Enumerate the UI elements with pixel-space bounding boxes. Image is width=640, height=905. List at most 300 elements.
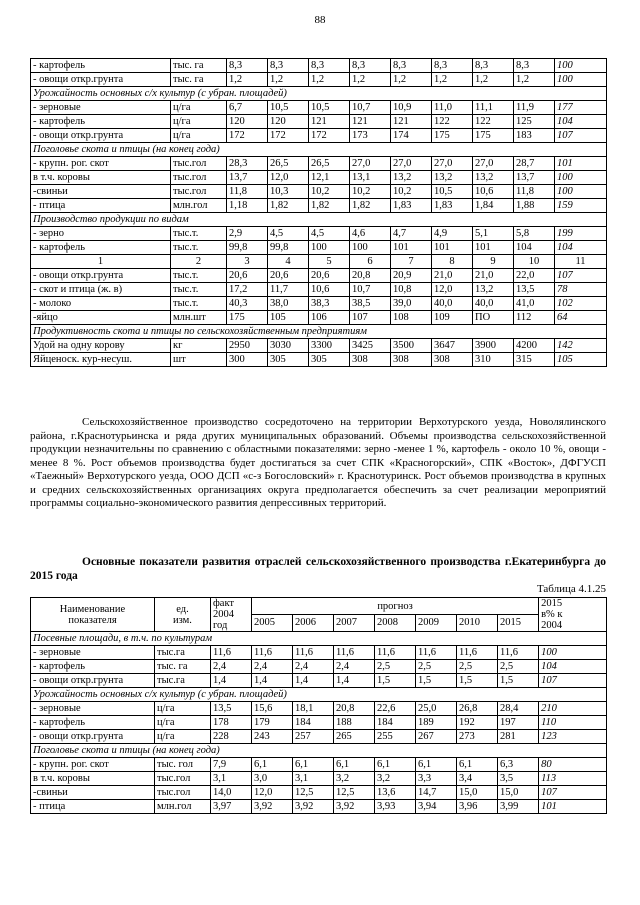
value-cell: 1,18	[227, 199, 268, 213]
value-cell: 22,0	[514, 269, 555, 283]
unit-cell: млн.гол	[171, 199, 227, 213]
value-cell: 184	[293, 716, 334, 730]
section-title: Поголовье скота и птицы (на конец года)	[31, 744, 607, 758]
table-row	[31, 115, 607, 129]
value-cell: 265	[334, 730, 375, 744]
value-cell: 10,7	[350, 101, 391, 115]
value-cell: 3,94	[416, 800, 457, 814]
value-cell: 8,3	[268, 59, 309, 73]
unit-cell: тыс.т.	[171, 227, 227, 241]
table-row	[31, 129, 607, 143]
row-label: - скот и птица (ж. в)	[31, 283, 171, 297]
value-cell: 10,6	[309, 283, 350, 297]
ekaterinburg-agriculture-table	[30, 597, 607, 814]
value-cell: 13,7	[227, 171, 268, 185]
value-cell: 105	[268, 311, 309, 325]
value-cell: 99,8	[227, 241, 268, 255]
value-cell: 6,1	[293, 758, 334, 772]
value-cell: 210	[539, 702, 607, 716]
section-heading: Основные показатели развития отраслей сельскохозяйственного производства г.Екатеринбурга до 2015 года	[30, 556, 606, 582]
header-unit-line2: изм.	[173, 614, 192, 626]
value-cell: 10,2	[391, 185, 432, 199]
table-label: Таблица 4.1.25	[536, 583, 606, 595]
value-cell: 40,0	[432, 297, 473, 311]
value-cell: 10,9	[391, 101, 432, 115]
table-row	[31, 674, 607, 688]
table-row	[31, 758, 607, 772]
value-cell: 8,3	[350, 59, 391, 73]
value-cell: 100	[555, 59, 607, 73]
value-cell: 8	[432, 255, 473, 269]
value-cell: 108	[391, 311, 432, 325]
table-row	[31, 59, 607, 73]
value-cell: 100	[309, 241, 350, 255]
value-cell: 8,3	[309, 59, 350, 73]
value-cell: 159	[555, 199, 607, 213]
table-row	[31, 171, 607, 185]
row-label: Удой на одну корову	[31, 339, 171, 353]
value-cell: 175	[432, 129, 473, 143]
value-cell: 9	[473, 255, 514, 269]
value-cell: 257	[293, 730, 334, 744]
value-cell: 101	[539, 800, 607, 814]
value-cell: 1,4	[293, 674, 334, 688]
body-paragraph: Сельскохозяйственное производство сосредоточено на территории Верхотурского уезда, Новолялинского района, г.Краснотурьинска и ряда других муниципальных образований. Объемы производства сельскохозяйственной продукции незначительны по сравнению с областными показателями: зерно -менее 1 %, картофель - около 10 %, овощи - менее 8 %. Рост объемов производства будет достигаться за счет СПК «Красногорский», СПК «Восток», ДФГУСП «Таежный» Верхотурского уезда, ООО ДСП «с-з Богословский» г. Краснотуринск. Рост объемов производства в крупных и средних сельскохозяйственных организациях округа предполагается обеспечить за счет реализации мероприятий программы социально-экономического развития депрессивных территорий.	[30, 416, 606, 509]
value-cell: 1,2	[350, 73, 391, 87]
value-cell: 1,2	[432, 73, 473, 87]
value-cell: 11,6	[211, 646, 252, 660]
section-title: Посевные площади, в т.ч. по культурам	[31, 632, 607, 646]
value-cell: 11,8	[227, 185, 268, 199]
value-cell: 184	[375, 716, 416, 730]
row-label: - овощи откр.грунта	[31, 730, 155, 744]
unit-cell: тыс. га	[171, 73, 227, 87]
value-cell: 22,6	[375, 702, 416, 716]
value-cell: 6	[350, 255, 391, 269]
value-cell: 125	[514, 115, 555, 129]
value-cell: 4200	[514, 339, 555, 353]
value-cell: 3500	[391, 339, 432, 353]
header-year: 2008	[375, 615, 416, 632]
value-cell: 100	[555, 171, 607, 185]
value-cell: 10,3	[268, 185, 309, 199]
value-cell: 100	[350, 241, 391, 255]
value-cell: 99,8	[268, 241, 309, 255]
table-row	[31, 227, 607, 241]
value-cell: 2,5	[457, 660, 498, 674]
value-cell: 102	[555, 297, 607, 311]
table-row	[31, 702, 607, 716]
value-cell: 3,97	[211, 800, 252, 814]
value-cell: 3,0	[252, 772, 293, 786]
unit-cell: тыс.гол	[171, 171, 227, 185]
value-cell: 18,1	[293, 702, 334, 716]
value-cell: 1,2	[268, 73, 309, 87]
value-cell: 40,0	[473, 297, 514, 311]
value-cell: 1,2	[227, 73, 268, 87]
value-cell: 100	[555, 185, 607, 199]
table-row	[31, 646, 607, 660]
value-cell: 101	[391, 241, 432, 255]
value-cell: 1,82	[268, 199, 309, 213]
value-cell: 1,88	[514, 199, 555, 213]
value-cell: 2,4	[252, 660, 293, 674]
section-row	[31, 87, 607, 101]
value-cell: 27,0	[350, 157, 391, 171]
value-cell: 13,2	[473, 283, 514, 297]
value-cell: 4,7	[391, 227, 432, 241]
value-cell: 10,7	[350, 283, 391, 297]
value-cell: 106	[309, 311, 350, 325]
value-cell: 11,0	[432, 101, 473, 115]
row-label: в т.ч. коровы	[31, 772, 155, 786]
value-cell: 105	[555, 353, 607, 367]
value-cell: 3,96	[457, 800, 498, 814]
header-fact-line1: факт	[213, 598, 235, 609]
value-cell: 4	[268, 255, 309, 269]
value-cell: 6,1	[457, 758, 498, 772]
value-cell: 101	[555, 157, 607, 171]
value-cell: 308	[350, 353, 391, 367]
unit-cell: тыс. га	[155, 660, 211, 674]
table-row	[31, 269, 607, 283]
value-cell: 107	[555, 129, 607, 143]
value-cell: 20,8	[334, 702, 375, 716]
value-cell: 104	[514, 241, 555, 255]
value-cell: 123	[539, 730, 607, 744]
value-cell: 15,0	[498, 786, 539, 800]
row-label: - картофель	[31, 241, 171, 255]
value-cell: 107	[539, 674, 607, 688]
value-cell: 13,2	[432, 171, 473, 185]
indicators-table-continued	[30, 58, 607, 367]
value-cell: 300	[227, 353, 268, 367]
value-cell: 281	[498, 730, 539, 744]
value-cell: 101	[432, 241, 473, 255]
value-cell: 6,1	[252, 758, 293, 772]
value-cell: 3,92	[334, 800, 375, 814]
table-row	[31, 283, 607, 297]
unit-cell: ц/га	[155, 716, 211, 730]
row-label: -свиньи	[31, 185, 171, 199]
value-cell: 2,9	[227, 227, 268, 241]
value-cell: 121	[350, 115, 391, 129]
table-row	[31, 311, 607, 325]
value-cell: 173	[350, 129, 391, 143]
value-cell: 122	[473, 115, 514, 129]
section-row	[31, 325, 607, 339]
value-cell: 13,5	[514, 283, 555, 297]
value-cell: 38,3	[309, 297, 350, 311]
value-cell: 1,83	[391, 199, 432, 213]
table-row	[31, 73, 607, 87]
value-cell: 197	[498, 716, 539, 730]
table-row	[31, 660, 607, 674]
value-cell: 6,1	[416, 758, 457, 772]
value-cell: 11,1	[473, 101, 514, 115]
value-cell: 255	[375, 730, 416, 744]
value-cell: 38,0	[268, 297, 309, 311]
unit-cell: тыс. га	[171, 59, 227, 73]
value-cell: 1,84	[473, 199, 514, 213]
unit-cell: тыс. гол	[155, 758, 211, 772]
value-cell: 80	[539, 758, 607, 772]
value-cell: 3,92	[252, 800, 293, 814]
header-year: 2010	[457, 615, 498, 632]
table-row	[31, 800, 607, 814]
value-cell: 28,3	[227, 157, 268, 171]
value-cell: 308	[391, 353, 432, 367]
header-unit-line1: ед.	[176, 603, 189, 615]
value-cell: 6,1	[334, 758, 375, 772]
value-cell: 3030	[268, 339, 309, 353]
value-cell: 5	[309, 255, 350, 269]
table-row	[31, 786, 607, 800]
value-cell: 26,5	[268, 157, 309, 171]
table-row	[31, 730, 607, 744]
value-cell: 2,5	[498, 660, 539, 674]
unit-cell: 2	[171, 255, 227, 269]
value-cell: 3647	[432, 339, 473, 353]
unit-cell: кг	[171, 339, 227, 353]
value-cell: 5,8	[514, 227, 555, 241]
header-fact-line3: год	[213, 620, 228, 631]
value-cell: 3,2	[375, 772, 416, 786]
value-cell: 3,5	[498, 772, 539, 786]
value-cell: 174	[391, 129, 432, 143]
value-cell: 3	[227, 255, 268, 269]
header-name-line2: показателя	[68, 614, 117, 626]
row-label: - птица	[31, 800, 155, 814]
section-title: Производство продукции по видам	[31, 213, 607, 227]
value-cell: 175	[473, 129, 514, 143]
value-cell: 104	[539, 660, 607, 674]
value-cell: 3900	[473, 339, 514, 353]
value-cell: 5,1	[473, 227, 514, 241]
value-cell: 192	[457, 716, 498, 730]
row-label: - молоко	[31, 297, 171, 311]
value-cell: 1,2	[473, 73, 514, 87]
value-cell: 3300	[309, 339, 350, 353]
value-cell: 2,5	[416, 660, 457, 674]
value-cell: 107	[350, 311, 391, 325]
row-label: - овощи откр.грунта	[31, 269, 171, 283]
value-cell: 3,92	[293, 800, 334, 814]
value-cell: 110	[539, 716, 607, 730]
value-cell: 11,6	[293, 646, 334, 660]
value-cell: 1,4	[211, 674, 252, 688]
row-label: - картофель	[31, 716, 155, 730]
row-label: 1	[31, 255, 171, 269]
value-cell: 243	[252, 730, 293, 744]
header-unit	[155, 598, 211, 632]
section-row	[31, 143, 607, 157]
header-name-line1: Наименование	[59, 603, 126, 615]
value-cell: 2,4	[211, 660, 252, 674]
value-cell: 1,5	[457, 674, 498, 688]
value-cell: 310	[473, 353, 514, 367]
value-cell: 11,7	[268, 283, 309, 297]
value-cell: 27,0	[391, 157, 432, 171]
unit-cell: тыс.т.	[171, 269, 227, 283]
value-cell: 305	[309, 353, 350, 367]
value-cell: 10,5	[432, 185, 473, 199]
value-cell: ПО	[473, 311, 514, 325]
value-cell: 8,3	[514, 59, 555, 73]
unit-cell: тыс.гол	[155, 772, 211, 786]
value-cell: 1,5	[375, 674, 416, 688]
value-cell: 38,5	[350, 297, 391, 311]
unit-cell: млн.гол	[155, 800, 211, 814]
value-cell: 2,5	[375, 660, 416, 674]
value-cell: 113	[539, 772, 607, 786]
value-cell: 78	[555, 283, 607, 297]
value-cell: 1,2	[391, 73, 432, 87]
value-cell: 1,5	[498, 674, 539, 688]
value-cell: 3,3	[416, 772, 457, 786]
header-name	[31, 598, 155, 632]
value-cell: 7,9	[211, 758, 252, 772]
value-cell: 10,2	[350, 185, 391, 199]
unit-cell: тыс.гол	[155, 786, 211, 800]
section-row	[31, 632, 607, 646]
value-cell: 11,8	[514, 185, 555, 199]
column-numbers-row	[31, 255, 607, 269]
value-cell: 14,0	[211, 786, 252, 800]
value-cell: 1,83	[432, 199, 473, 213]
header-year: 2009	[416, 615, 457, 632]
value-cell: 28,4	[498, 702, 539, 716]
row-label: - крупн. рог. скот	[31, 758, 155, 772]
value-cell: 13,1	[350, 171, 391, 185]
row-label: Яйценоск. кур-несуш.	[31, 353, 171, 367]
value-cell: 17,2	[227, 283, 268, 297]
row-label: - картофель	[31, 59, 171, 73]
value-cell: 121	[309, 115, 350, 129]
value-cell: 12,5	[334, 786, 375, 800]
header-year: 2006	[293, 615, 334, 632]
value-cell: 172	[227, 129, 268, 143]
value-cell: 15,6	[252, 702, 293, 716]
value-cell: 3,2	[334, 772, 375, 786]
unit-cell: тыс.т.	[171, 283, 227, 297]
value-cell: 315	[514, 353, 555, 367]
value-cell: 25,0	[416, 702, 457, 716]
value-cell: 4,9	[432, 227, 473, 241]
value-cell: 6,3	[498, 758, 539, 772]
value-cell: 4,5	[309, 227, 350, 241]
value-cell: 228	[211, 730, 252, 744]
unit-cell: тыс.гол	[171, 185, 227, 199]
value-cell: 20,9	[391, 269, 432, 283]
header-ratio-line2: в% к	[541, 609, 563, 620]
value-cell: 3,4	[457, 772, 498, 786]
value-cell: 120	[227, 115, 268, 129]
value-cell: 8,3	[391, 59, 432, 73]
value-cell: 10	[514, 255, 555, 269]
value-cell: 10,2	[309, 185, 350, 199]
value-cell: 8,3	[473, 59, 514, 73]
value-cell: 109	[432, 311, 473, 325]
value-cell: 3,1	[293, 772, 334, 786]
value-cell: 199	[555, 227, 607, 241]
unit-cell: тыс.т.	[171, 297, 227, 311]
value-cell: 11,6	[252, 646, 293, 660]
value-cell: 10,5	[309, 101, 350, 115]
value-cell: 26,8	[457, 702, 498, 716]
value-cell: 1,2	[309, 73, 350, 87]
value-cell: 10,6	[473, 185, 514, 199]
header-ratio-line3: 2004	[541, 620, 563, 631]
unit-cell: ц/га	[171, 101, 227, 115]
value-cell: 188	[334, 716, 375, 730]
value-cell: 27,0	[473, 157, 514, 171]
value-cell: 122	[432, 115, 473, 129]
unit-cell: млн.шт	[171, 311, 227, 325]
value-cell: 1,82	[350, 199, 391, 213]
value-cell: 20,8	[350, 269, 391, 283]
value-cell: 20,6	[227, 269, 268, 283]
value-cell: 177	[555, 101, 607, 115]
value-cell: 12,0	[432, 283, 473, 297]
header-ratio	[539, 598, 607, 632]
value-cell: 8,3	[432, 59, 473, 73]
unit-cell: тыс.гол	[171, 157, 227, 171]
unit-cell: тыс.га	[155, 674, 211, 688]
header-ratio-line1: 2015	[541, 598, 563, 609]
value-cell: 107	[539, 786, 607, 800]
value-cell: 15,0	[457, 786, 498, 800]
value-cell: 183	[514, 129, 555, 143]
row-label: -яйцо	[31, 311, 171, 325]
table-row	[31, 716, 607, 730]
value-cell: 27,0	[432, 157, 473, 171]
value-cell: 21,0	[473, 269, 514, 283]
value-cell: 3,93	[375, 800, 416, 814]
value-cell: 1,82	[309, 199, 350, 213]
value-cell: 1,2	[514, 73, 555, 87]
value-cell: 175	[227, 311, 268, 325]
table-header-row	[31, 598, 607, 615]
section-title: Продуктивность скота и птицы по сельскохозяйственным предприятиям	[31, 325, 607, 339]
value-cell: 178	[211, 716, 252, 730]
row-label: - зерновые	[31, 101, 171, 115]
section-row	[31, 213, 607, 227]
value-cell: 100	[539, 646, 607, 660]
value-cell: 28,7	[514, 157, 555, 171]
value-cell: 13,2	[473, 171, 514, 185]
value-cell: 11,6	[416, 646, 457, 660]
header-fact-line2: 2004	[213, 609, 234, 620]
value-cell: 4,5	[268, 227, 309, 241]
value-cell: 10,5	[268, 101, 309, 115]
unit-cell: шт	[171, 353, 227, 367]
value-cell: 8,3	[227, 59, 268, 73]
value-cell: 12,0	[268, 171, 309, 185]
value-cell: 142	[555, 339, 607, 353]
value-cell: 11,6	[334, 646, 375, 660]
value-cell: 308	[432, 353, 473, 367]
value-cell: 20,6	[268, 269, 309, 283]
value-cell: 305	[268, 353, 309, 367]
value-cell: 41,0	[514, 297, 555, 311]
value-cell: 104	[555, 241, 607, 255]
value-cell: 2,4	[334, 660, 375, 674]
value-cell: 12,5	[293, 786, 334, 800]
value-cell: 13,5	[211, 702, 252, 716]
value-cell: 20,6	[309, 269, 350, 283]
row-label: - зерновые	[31, 646, 155, 660]
